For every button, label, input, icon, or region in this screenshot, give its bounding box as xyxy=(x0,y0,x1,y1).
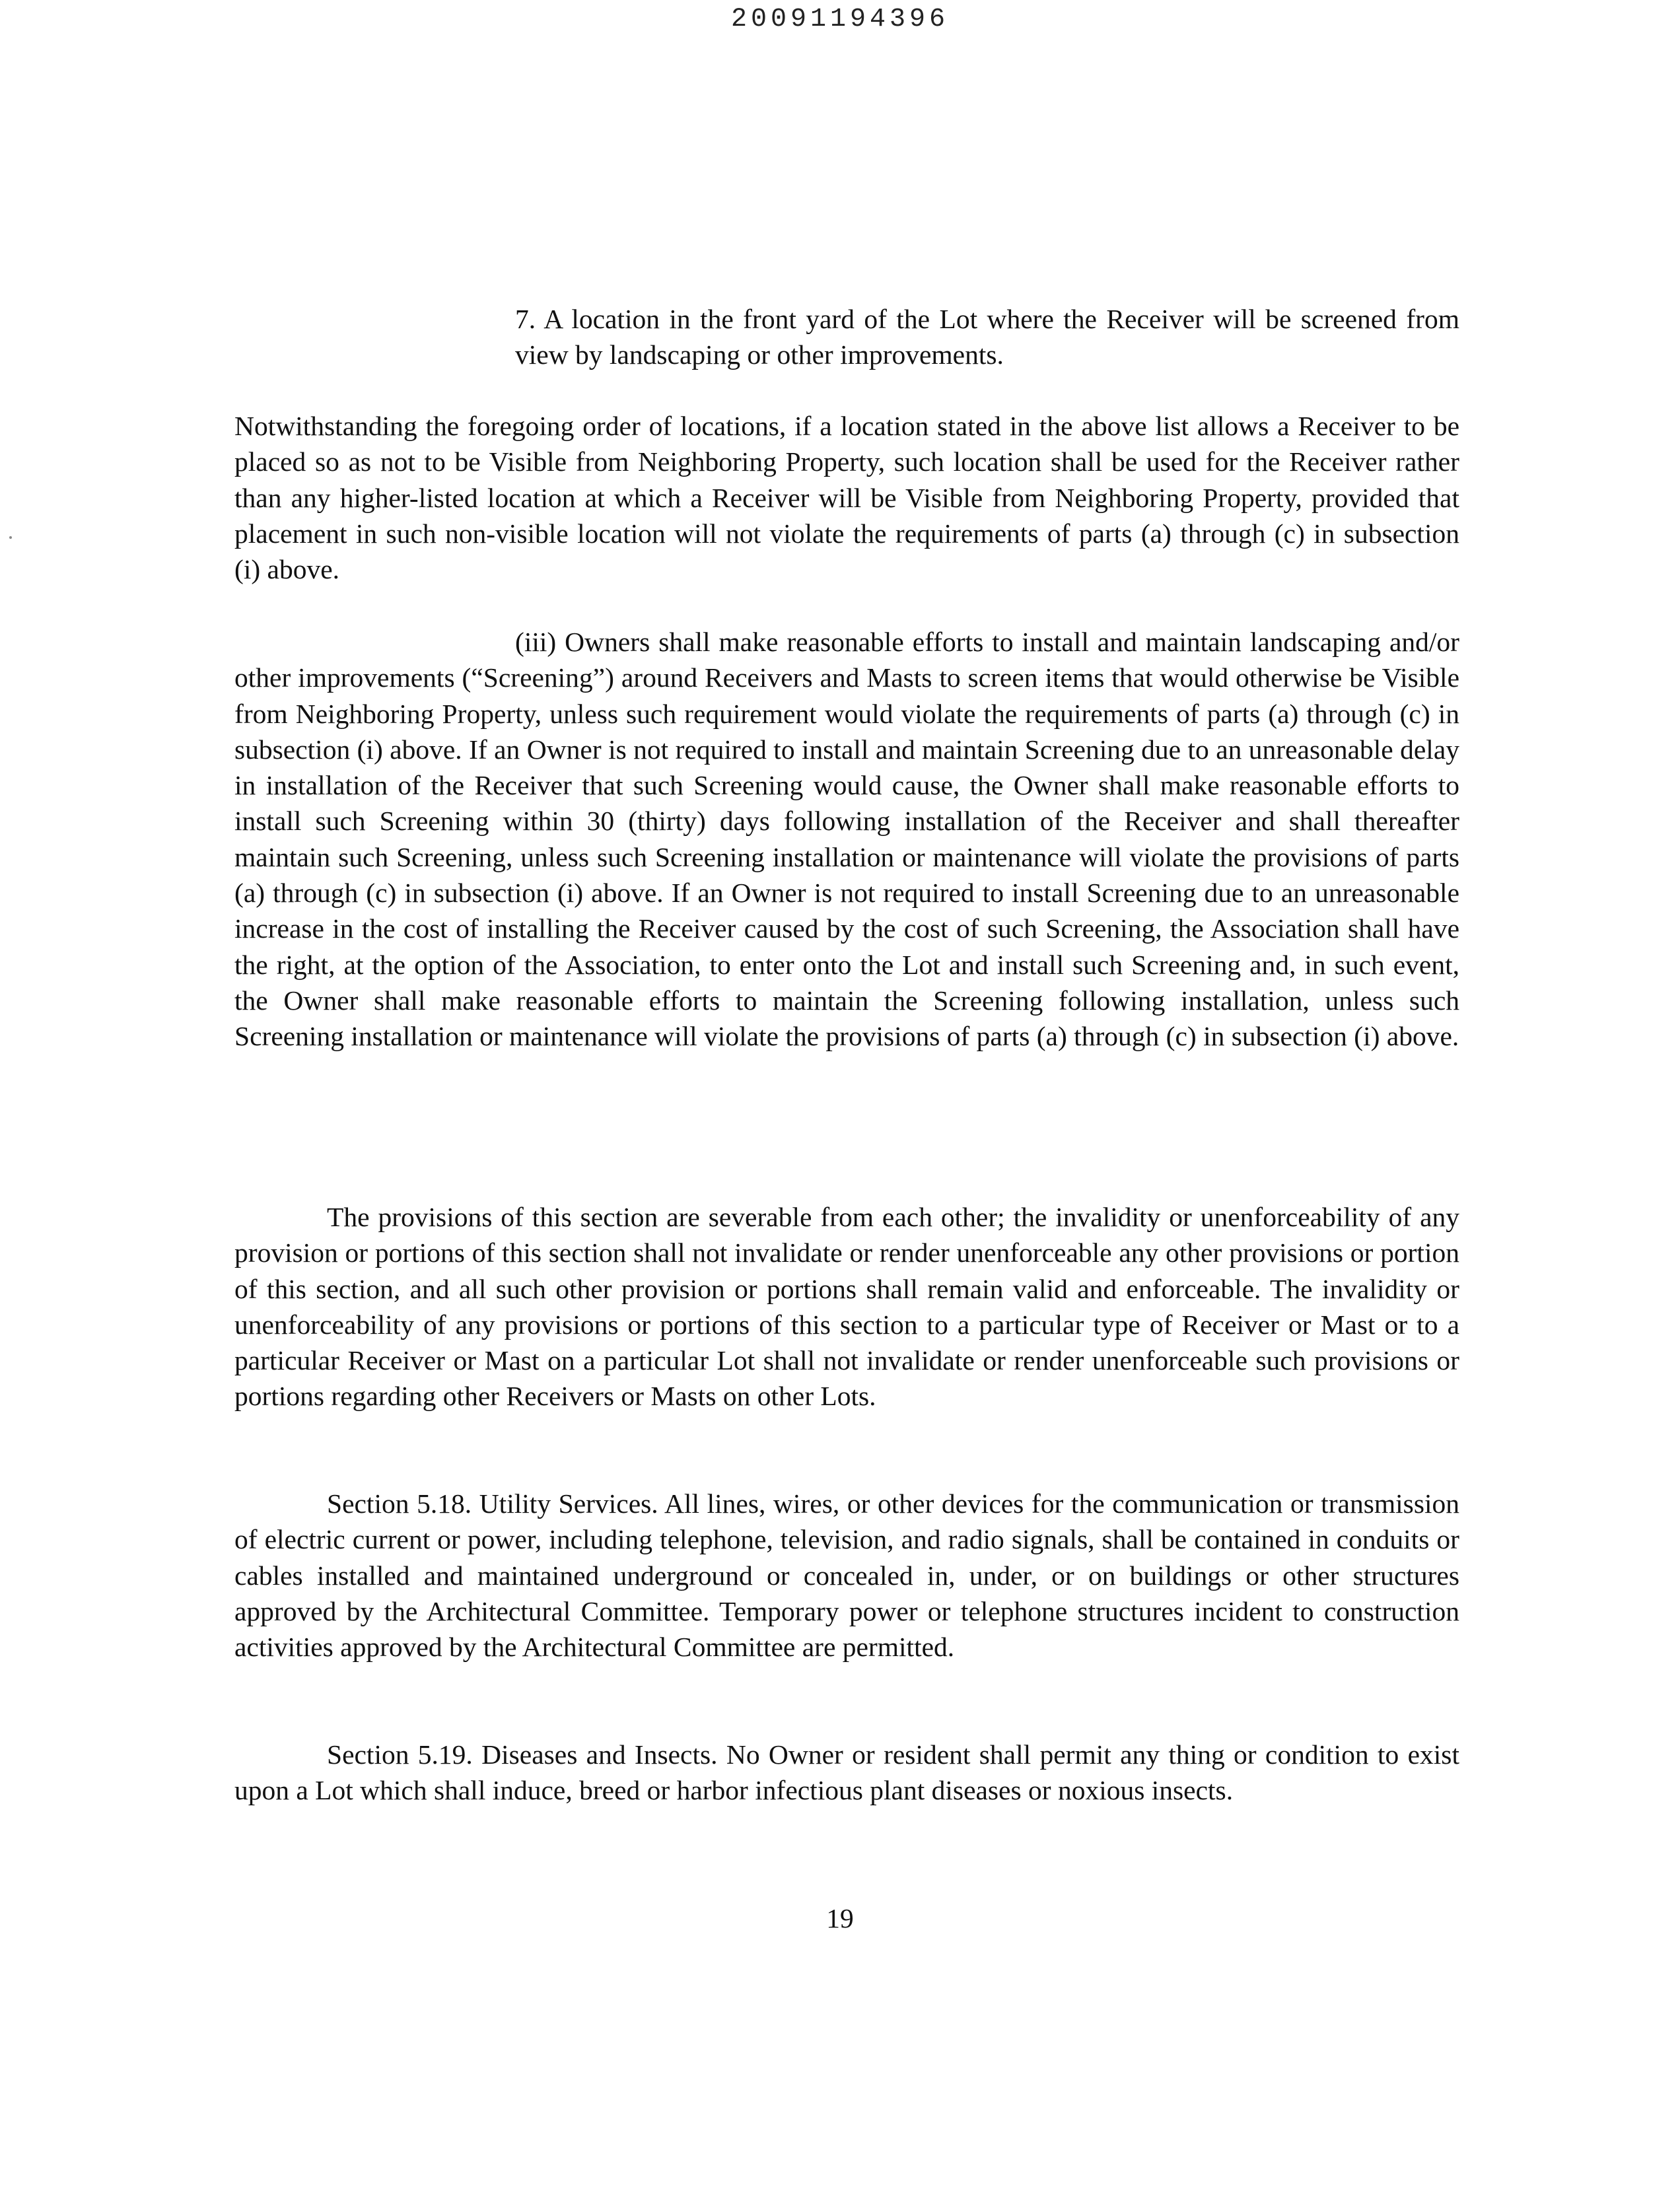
paragraph-severability: The provisions of this section are severable from each other; the invalidity or unenforceability of any provision or portions of this section shall not invalidate or render unenforceable any other provisions or portion of this section, and all such other provision or portions shall remain valid and enforceable. The invalidity or unenforceability of any provisions or portions of this section to a particular type of Receiver or Mast or to a particular Receiver or Mast on a particular Lot shall not invalidate or render unenforceable such provisions or portions regarding other Receivers or Masts on other Lots. xyxy=(234,1202,1459,1412)
paragraph-section-5-18: Section 5.18. Utility Services. All lines, wires, or other devices for the communication or transmission of electric current or power, including telephone, television, and radio signals, shall be contained in conduits or cables installed and maintained underground or concealed in, under, or on buildings or other structures approved by the Architectural Committee. Temporary power or telephone structures incident to construction activities approved by the Architectural Committee are permitted. xyxy=(234,1488,1459,1663)
page-number: 19 xyxy=(826,1903,854,1933)
list-item-7: 7. A location in the front yard of the Lot where the Receiver will be screened from view by landscaping or other improvements. xyxy=(515,304,1459,370)
paragraph-notwithstanding: Notwithstanding the foregoing order of locations, if a location stated in the above list allows a Receiver to be placed so as not to be Visible from Neighboring Property, such location shall be used for the Receiver rather than any higher-listed location at which a Receiver will be Visible from Neighboring Property, provided that placement in such non-visible location will not violate the requirements of parts (a) through (c) in subsection (i) above. xyxy=(234,411,1459,585)
paragraph-section-5-19: Section 5.19. Diseases and Insects. No Owner or resident shall permit any thing or condition to exist upon a Lot which shall induce, breed or harbor infectious plant diseases or noxious insects. xyxy=(234,1739,1459,1806)
document-number: 20091194396 xyxy=(730,5,950,34)
stray-mark xyxy=(9,536,12,539)
paragraph-subsection-iii: (iii) Owners shall make reasonable efforts to install and maintain landscaping and/or other improvements (“Screening”) around Receivers and Masts to screen items that would otherwise be Visible from Neighboring Property, unless such requirement would violate the requirements of parts (a) through (c) in subsection (i) above. If an Owner is not required to install and maintain Screening due to an unreasonable delay in installation of the Receiver that such Screening would cause, the Owner shall make reasonable efforts to install such Screening within 30 (thirty) days following installation of the Receiver and shall thereafter maintain such Screening, unless such Screening installation or maintenance will violate the provisions of parts (a) through (c) in subsection (i) above. If an Owner is not required to install Screening due to an unreasonable increase in the cost of installing the Receiver caused by the cost of such Screening, the Association shall have the right, at the option of the Association, to enter onto the Lot and install such Screening and, in such event, the Owner shall make reasonable efforts to maintain the Screening following installation, unless such Screening installation or maintenance will violate the provisions of parts (a) through (c) in subsection (i) above. xyxy=(234,627,1459,1052)
